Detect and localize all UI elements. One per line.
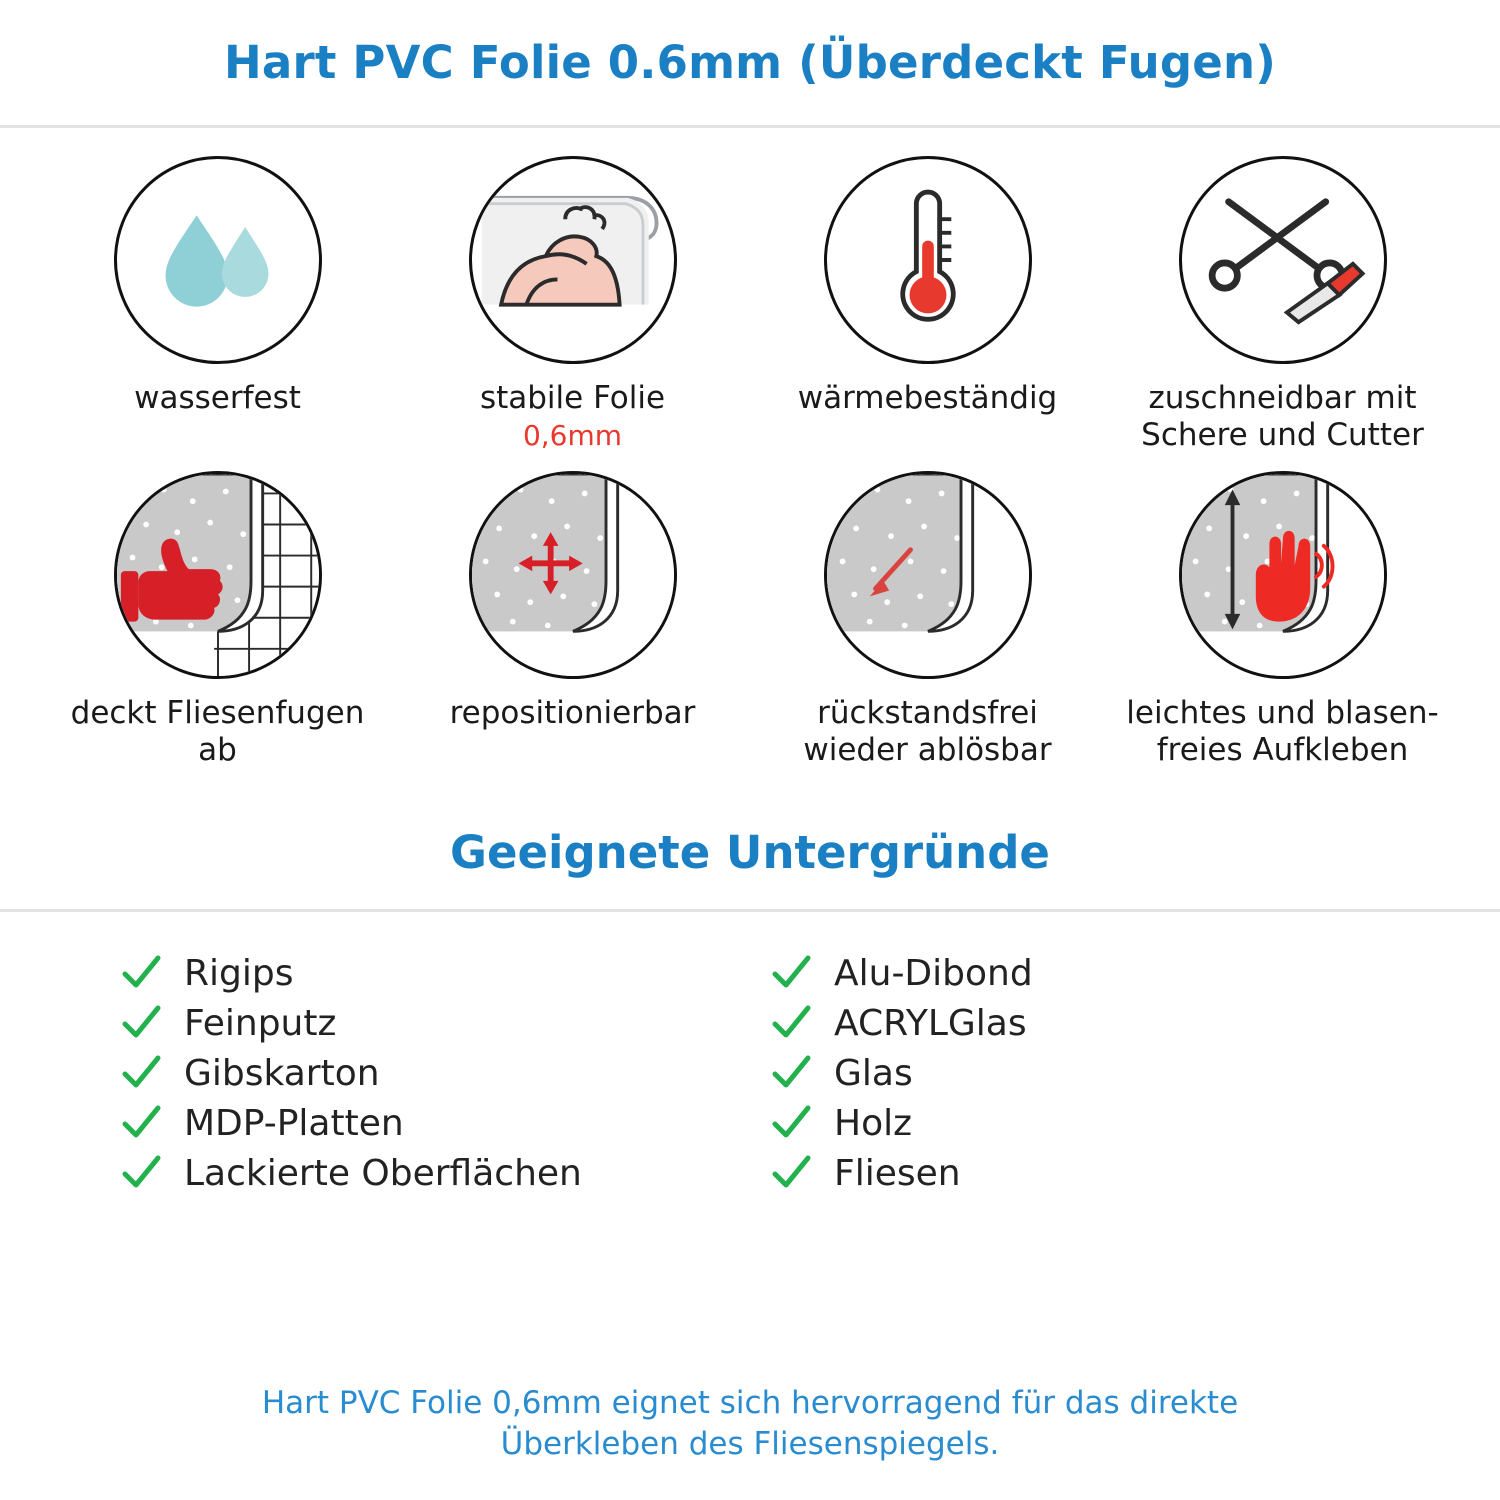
feature-label: stabile Folie bbox=[479, 380, 666, 416]
scissors-cutter-icon bbox=[1179, 156, 1387, 364]
check-icon bbox=[120, 1102, 162, 1144]
check-icon bbox=[120, 1002, 162, 1044]
water-drops-icon bbox=[114, 156, 322, 364]
footer bbox=[0, 1383, 1500, 1464]
list-item-label: Glas bbox=[834, 1052, 913, 1094]
list-item bbox=[770, 1152, 1380, 1194]
feature-item bbox=[395, 156, 750, 453]
list-item-label: Holz bbox=[834, 1102, 912, 1144]
peel-off-arrow-icon bbox=[824, 471, 1032, 679]
thumbs-up-tiles-icon bbox=[114, 471, 322, 679]
feature-item bbox=[40, 471, 395, 768]
check-icon bbox=[770, 1102, 812, 1144]
substrates-section-header bbox=[0, 826, 1500, 912]
feature-label: zuschneidbar mit Schere und Cutter bbox=[1141, 380, 1424, 453]
check-icon bbox=[770, 1052, 812, 1094]
feature-item bbox=[395, 471, 750, 768]
list-item bbox=[120, 1152, 730, 1194]
feature-grid bbox=[0, 128, 1500, 768]
list-item-label: Alu-Dibond bbox=[834, 952, 1033, 994]
feature-label: wasserfest bbox=[134, 380, 301, 416]
reposition-arrows-icon bbox=[469, 471, 677, 679]
feature-item bbox=[750, 471, 1105, 768]
feature-label: wärmebeständig bbox=[797, 380, 1058, 416]
check-icon bbox=[770, 1002, 812, 1044]
list-item bbox=[120, 1052, 730, 1094]
feature-label: repositionierbar bbox=[449, 695, 696, 732]
list-item bbox=[120, 1102, 730, 1144]
feature-item bbox=[40, 156, 395, 453]
list-item bbox=[770, 1102, 1380, 1144]
list-item bbox=[770, 952, 1380, 994]
check-icon bbox=[120, 1052, 162, 1094]
thermometer-icon bbox=[824, 156, 1032, 364]
feature-label: rückstandsfrei wieder ablösbar bbox=[803, 695, 1052, 768]
feature-label: leichtes und blasen-freies Aufkleben bbox=[1126, 695, 1439, 768]
list-item-label: Lackierte Oberflächen bbox=[184, 1152, 582, 1194]
list-item bbox=[770, 1052, 1380, 1094]
hand-smoothing-icon bbox=[1179, 471, 1387, 679]
substrates-list bbox=[0, 912, 1500, 1194]
list-item bbox=[770, 1002, 1380, 1044]
check-icon bbox=[120, 1152, 162, 1194]
feature-sublabel: 0,6mm bbox=[522, 418, 623, 452]
header bbox=[0, 0, 1500, 128]
substrates-title: Geeignete Untergründe bbox=[450, 826, 1050, 880]
list-item-label: ACRYLGlas bbox=[834, 1002, 1027, 1044]
feature-item bbox=[1105, 471, 1460, 768]
strong-arm-film-icon bbox=[469, 156, 677, 364]
list-item-label: Feinputz bbox=[184, 1002, 337, 1044]
list-item-label: Gibskarton bbox=[184, 1052, 380, 1094]
feature-item bbox=[1105, 156, 1460, 453]
list-item bbox=[120, 1002, 730, 1044]
list-item-label: Rigips bbox=[184, 952, 294, 994]
footer-line-2: Überkleben des Fliesenspiegels. bbox=[500, 1425, 1000, 1462]
list-item-label: MDP-Platten bbox=[184, 1102, 404, 1144]
substrates-left-column bbox=[120, 952, 730, 1194]
list-item bbox=[120, 952, 730, 994]
feature-item bbox=[750, 156, 1105, 453]
substrates-right-column bbox=[770, 952, 1380, 1194]
page-title: Hart PVC Folie 0.6mm (Überdeckt Fugen) bbox=[224, 36, 1276, 89]
list-item-label: Fliesen bbox=[834, 1152, 961, 1194]
check-icon bbox=[770, 1152, 812, 1194]
footer-line-1: Hart PVC Folie 0,6mm eignet sich hervorragend für das direkte bbox=[261, 1385, 1239, 1422]
check-icon bbox=[770, 952, 812, 994]
check-icon bbox=[120, 952, 162, 994]
feature-label: deckt Fliesenfugen ab bbox=[70, 695, 365, 768]
